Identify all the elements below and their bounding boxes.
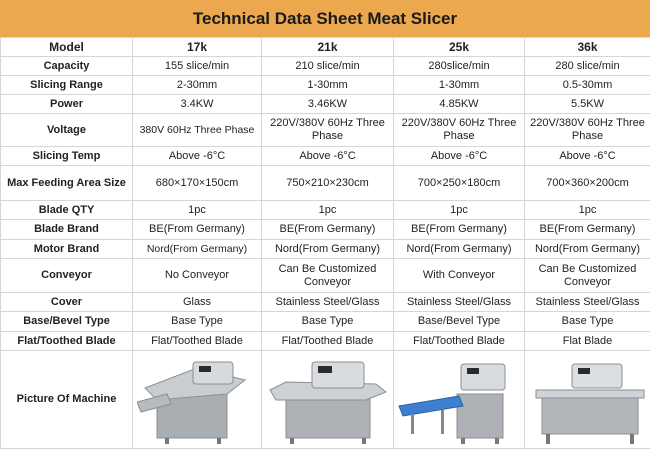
table-row <box>1 114 650 147</box>
slicer-36k-image <box>528 354 648 446</box>
row-label: Capacity <box>1 57 133 76</box>
table-cell: 1pc <box>525 201 650 220</box>
table-cell: 220V/380V 60Hz Three Phase <box>394 114 525 147</box>
table-row <box>1 293 650 312</box>
table-row <box>1 57 650 76</box>
table-cell: With Conveyor <box>394 259 525 293</box>
table-row <box>1 312 650 332</box>
table-cell: Glass <box>133 293 262 312</box>
table-cell: 3.4KW <box>133 95 262 114</box>
table-cell: BE(From Germany) <box>133 220 262 240</box>
table-cell: Base/Bevel Type <box>394 312 525 332</box>
table-cell: Stainless Steel/Glass <box>394 293 525 312</box>
table-cell: Nord(From Germany) <box>262 240 394 259</box>
table-cell: BE(From Germany) <box>525 220 650 240</box>
table-cell: Flat/Toothed Blade <box>262 332 394 351</box>
picture-row <box>1 351 650 449</box>
row-label: Motor Brand <box>1 240 133 259</box>
table-cell: 1-30mm <box>262 76 394 95</box>
column-header: Model <box>1 38 133 57</box>
table-cell: Base Type <box>133 312 262 332</box>
slicer-25k-image <box>397 354 521 446</box>
column-header: 21k <box>262 38 394 57</box>
table-row <box>1 201 650 220</box>
column-header: 36k <box>525 38 650 57</box>
table-cell: 220V/380V 60Hz Three Phase <box>262 114 394 147</box>
table-cell: Above -6°C <box>133 147 262 166</box>
table-cell: Above -6°C <box>262 147 394 166</box>
table-cell: 155 slice/min <box>133 57 262 76</box>
table-row <box>1 332 650 351</box>
table-cell: 1pc <box>394 201 525 220</box>
table-cell: 220V/380V 60Hz Three Phase <box>525 114 650 147</box>
table-cell: Nord(From Germany) <box>525 240 650 259</box>
table-cell: Flat/Toothed Blade <box>133 332 262 351</box>
row-label: Slicing Temp <box>1 147 133 166</box>
table-row <box>1 259 650 293</box>
row-label: Picture Of Machine <box>1 351 133 449</box>
spec-table <box>0 37 650 449</box>
table-cell: Base Type <box>525 312 650 332</box>
table-cell: Nord(From Germany) <box>133 240 262 259</box>
machine-picture-17k <box>133 351 262 449</box>
row-label: Flat/Toothed Blade <box>1 332 133 351</box>
table-cell: Nord(From Germany) <box>394 240 525 259</box>
row-label: Cover <box>1 293 133 312</box>
column-header: 17k <box>133 38 262 57</box>
column-header: 25k <box>394 38 525 57</box>
table-cell: 380V 60Hz Three Phase <box>133 114 262 147</box>
table-cell: 4.85KW <box>394 95 525 114</box>
table-cell: Can Be Customized Conveyor <box>262 259 394 293</box>
table-cell: Flat/Toothed Blade <box>394 332 525 351</box>
table-cell: 1pc <box>133 201 262 220</box>
table-cell: 1-30mm <box>394 76 525 95</box>
table-cell: 210 slice/min <box>262 57 394 76</box>
table-cell: 280slice/min <box>394 57 525 76</box>
machine-picture-36k <box>525 351 650 449</box>
row-label: Conveyor <box>1 259 133 293</box>
row-label: Power <box>1 95 133 114</box>
table-row <box>1 147 650 166</box>
table-cell: BE(From Germany) <box>262 220 394 240</box>
table-cell: 0.5-30mm <box>525 76 650 95</box>
row-label: Voltage <box>1 114 133 147</box>
table-cell: Above -6°C <box>394 147 525 166</box>
table-cell: Stainless Steel/Glass <box>262 293 394 312</box>
row-label: Slicing Range <box>1 76 133 95</box>
table-cell: Flat Blade <box>525 332 650 351</box>
row-label: Blade QTY <box>1 201 133 220</box>
table-row <box>1 95 650 114</box>
table-row <box>1 220 650 240</box>
table-cell: No Conveyor <box>133 259 262 293</box>
table-cell: Above -6°C <box>525 147 650 166</box>
table-row <box>1 76 650 95</box>
table-cell: 5.5KW <box>525 95 650 114</box>
table-cell: 280 slice/min <box>525 57 650 76</box>
slicer-21k-image <box>266 354 390 446</box>
sheet-title: Technical Data Sheet Meat Slicer <box>0 0 650 37</box>
table-row <box>1 240 650 259</box>
row-label: Base/Bevel Type <box>1 312 133 332</box>
table-cell: 750×210×230cm <box>262 166 394 201</box>
table-cell: BE(From Germany) <box>394 220 525 240</box>
table-cell: 3.46KW <box>262 95 394 114</box>
slicer-17k-image <box>137 354 257 446</box>
table-cell: Base Type <box>262 312 394 332</box>
row-label: Blade Brand <box>1 220 133 240</box>
row-label: Max Feeding Area Size <box>1 166 133 201</box>
table-cell: 2-30mm <box>133 76 262 95</box>
machine-picture-21k <box>262 351 394 449</box>
table-cell: 700×360×200cm <box>525 166 650 201</box>
table-cell: Can Be Customized Conveyor <box>525 259 650 293</box>
table-cell: 680×170×150cm <box>133 166 262 201</box>
table-cell: Stainless Steel/Glass <box>525 293 650 312</box>
machine-picture-25k <box>394 351 525 449</box>
table-row <box>1 166 650 201</box>
table-cell: 1pc <box>262 201 394 220</box>
header-row <box>1 38 650 57</box>
table-cell: 700×250×180cm <box>394 166 525 201</box>
